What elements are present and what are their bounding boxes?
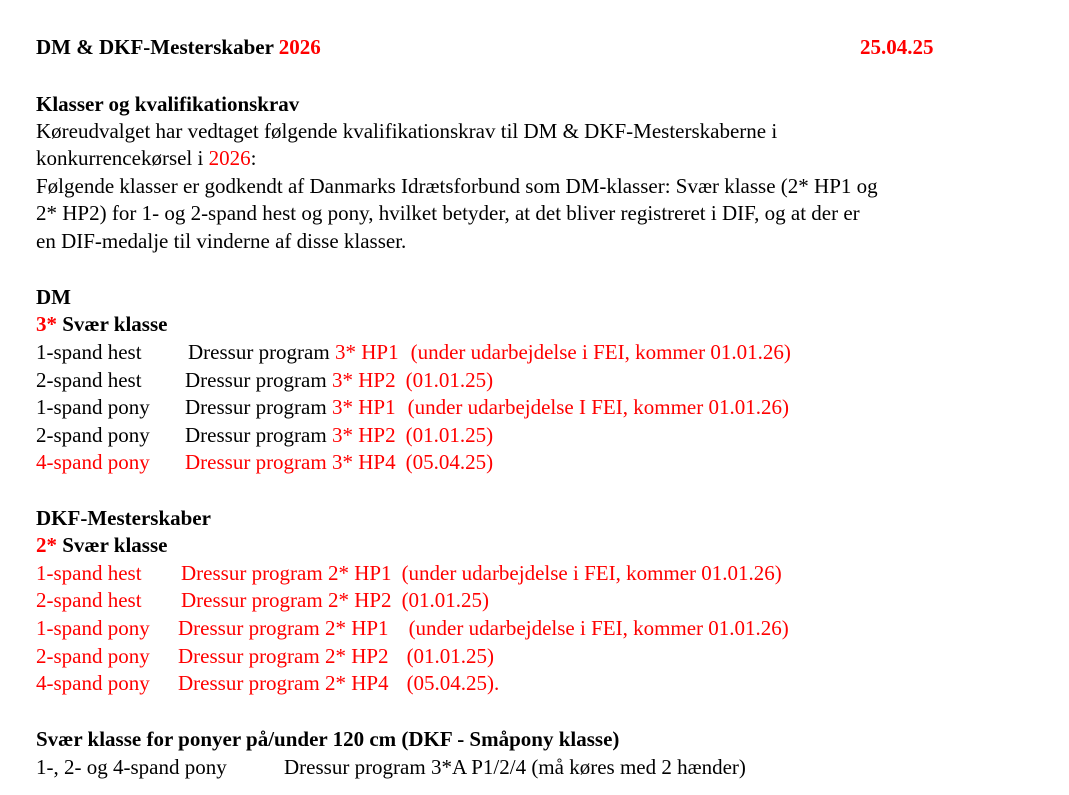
intro-line-2 [36,145,256,172]
dm-row [36,339,791,366]
title-year: 2026 [278,35,321,59]
dm-row-team: 1-spand pony [36,395,150,419]
small-pony-team: 1-, 2- og 4-spand pony [36,755,227,779]
dkf-row-team: 1-spand hest [36,561,142,585]
dkf-row [36,587,489,614]
dkf-heading: DKF-Mesterskaber [36,506,211,530]
dm-row [36,394,789,421]
intro-heading: Klasser og kvalifikationskrav [36,92,300,116]
document-title [36,34,321,61]
dm-class-label: Svær klasse [57,312,168,336]
dkf-row [36,643,494,670]
dkf-row [36,670,499,697]
dkf-row-note: (under udarbejdelse i FEI, kommer 01.01.26) [408,616,789,640]
dkf-row-program: Dressur program 2* HP2 [181,588,392,612]
dkf-row-note: (under udarbejdelse i FEI, kommer 01.01.26) [401,561,782,585]
dkf-row [36,615,789,642]
intro-line-3: Følgende klasser er godkendt af Danmarks Idrætsforbund som DM-klasser: Svær klasse (2* HP1 og [36,174,878,198]
intro-line-2-text: konkurrencekørsel i [36,146,209,170]
dm-row-team: 2-spand pony [36,423,150,447]
dm-row-code: 3* HP1 [331,395,396,419]
dkf-row-note: (01.01.25) [406,644,495,668]
dkf-row-program: Dressur program 2* HP4 [178,671,389,695]
dm-row-program: Dressur program [188,340,335,364]
dm-heading: DM [36,285,71,309]
dkf-row-note: (05.04.25). [406,671,500,695]
dm-row-team: 4-spand pony [36,450,150,474]
small-pony-heading: Svær klasse for ponyer på/under 120 cm (DKF - Småpony klasse) [36,727,620,751]
dm-row-program: Dressur program [185,423,332,447]
dm-row-code: 3* HP4 [331,450,396,474]
dkf-class-label: Svær klasse [57,533,168,557]
dkf-class-heading [36,532,167,559]
dm-row-code: 3* HP2 [331,368,396,392]
dkf-class-star: 2* [36,533,57,557]
intro-year: 2026 [208,146,251,170]
dm-row-note: (01.01.25) [405,368,494,392]
dkf-row-team: 4-spand pony [36,671,150,695]
dkf-row-program: Dressur program 2* HP1 [181,561,392,585]
dm-row-code: 3* HP2 [331,423,396,447]
dm-row-program: Dressur program [185,395,332,419]
dm-row-team: 2-spand hest [36,368,142,392]
dm-class-star: 3* [36,312,57,336]
dm-row-team: 1-spand hest [36,340,142,364]
dkf-row [36,560,782,587]
dkf-row-team: 2-spand pony [36,644,150,668]
small-pony-row [36,754,746,781]
intro-line-5: en DIF-medalje til vinderne af disse klasser. [36,229,407,253]
dm-row [36,449,493,476]
dm-row-program: Dressur program [185,450,332,474]
dkf-row-note: (01.01.25) [401,588,490,612]
dm-row-note: (under udarbejdelse I FEI, kommer 01.01.26) [407,395,789,419]
title-text: DM & DKF-Mesterskaber [36,35,279,59]
dm-row-note: (01.01.25) [405,423,494,447]
intro-line-4: 2* HP2) for 1- og 2-spand hest og pony, hvilket betyder, at det bliver registreret i DIF, og at der er [36,201,860,225]
dkf-row-program: Dressur program 2* HP1 [178,616,389,640]
dm-row-note: (under udarbejdelse i FEI, kommer 01.01.26) [410,340,791,364]
document-date: 25.04.25 [860,35,934,59]
intro-line-1: Køreudvalget har vedtaget følgende kvalifikationskrav til DM & DKF-Mesterskaberne i [36,119,778,143]
small-pony-program: Dressur program 3*A P1/2/4 (må køres med 2 hænder) [284,755,746,779]
dkf-row-program: Dressur program 2* HP2 [178,644,389,668]
intro-line-2-suffix: : [250,146,257,170]
dm-class-heading [36,311,167,338]
dm-row-program: Dressur program [185,368,332,392]
dm-row [36,422,493,449]
dm-row-note: (05.04.25) [405,450,494,474]
dkf-row-team: 1-spand pony [36,616,150,640]
dm-row-code: 3* HP1 [334,340,399,364]
dkf-row-team: 2-spand hest [36,588,142,612]
dm-row [36,367,493,394]
